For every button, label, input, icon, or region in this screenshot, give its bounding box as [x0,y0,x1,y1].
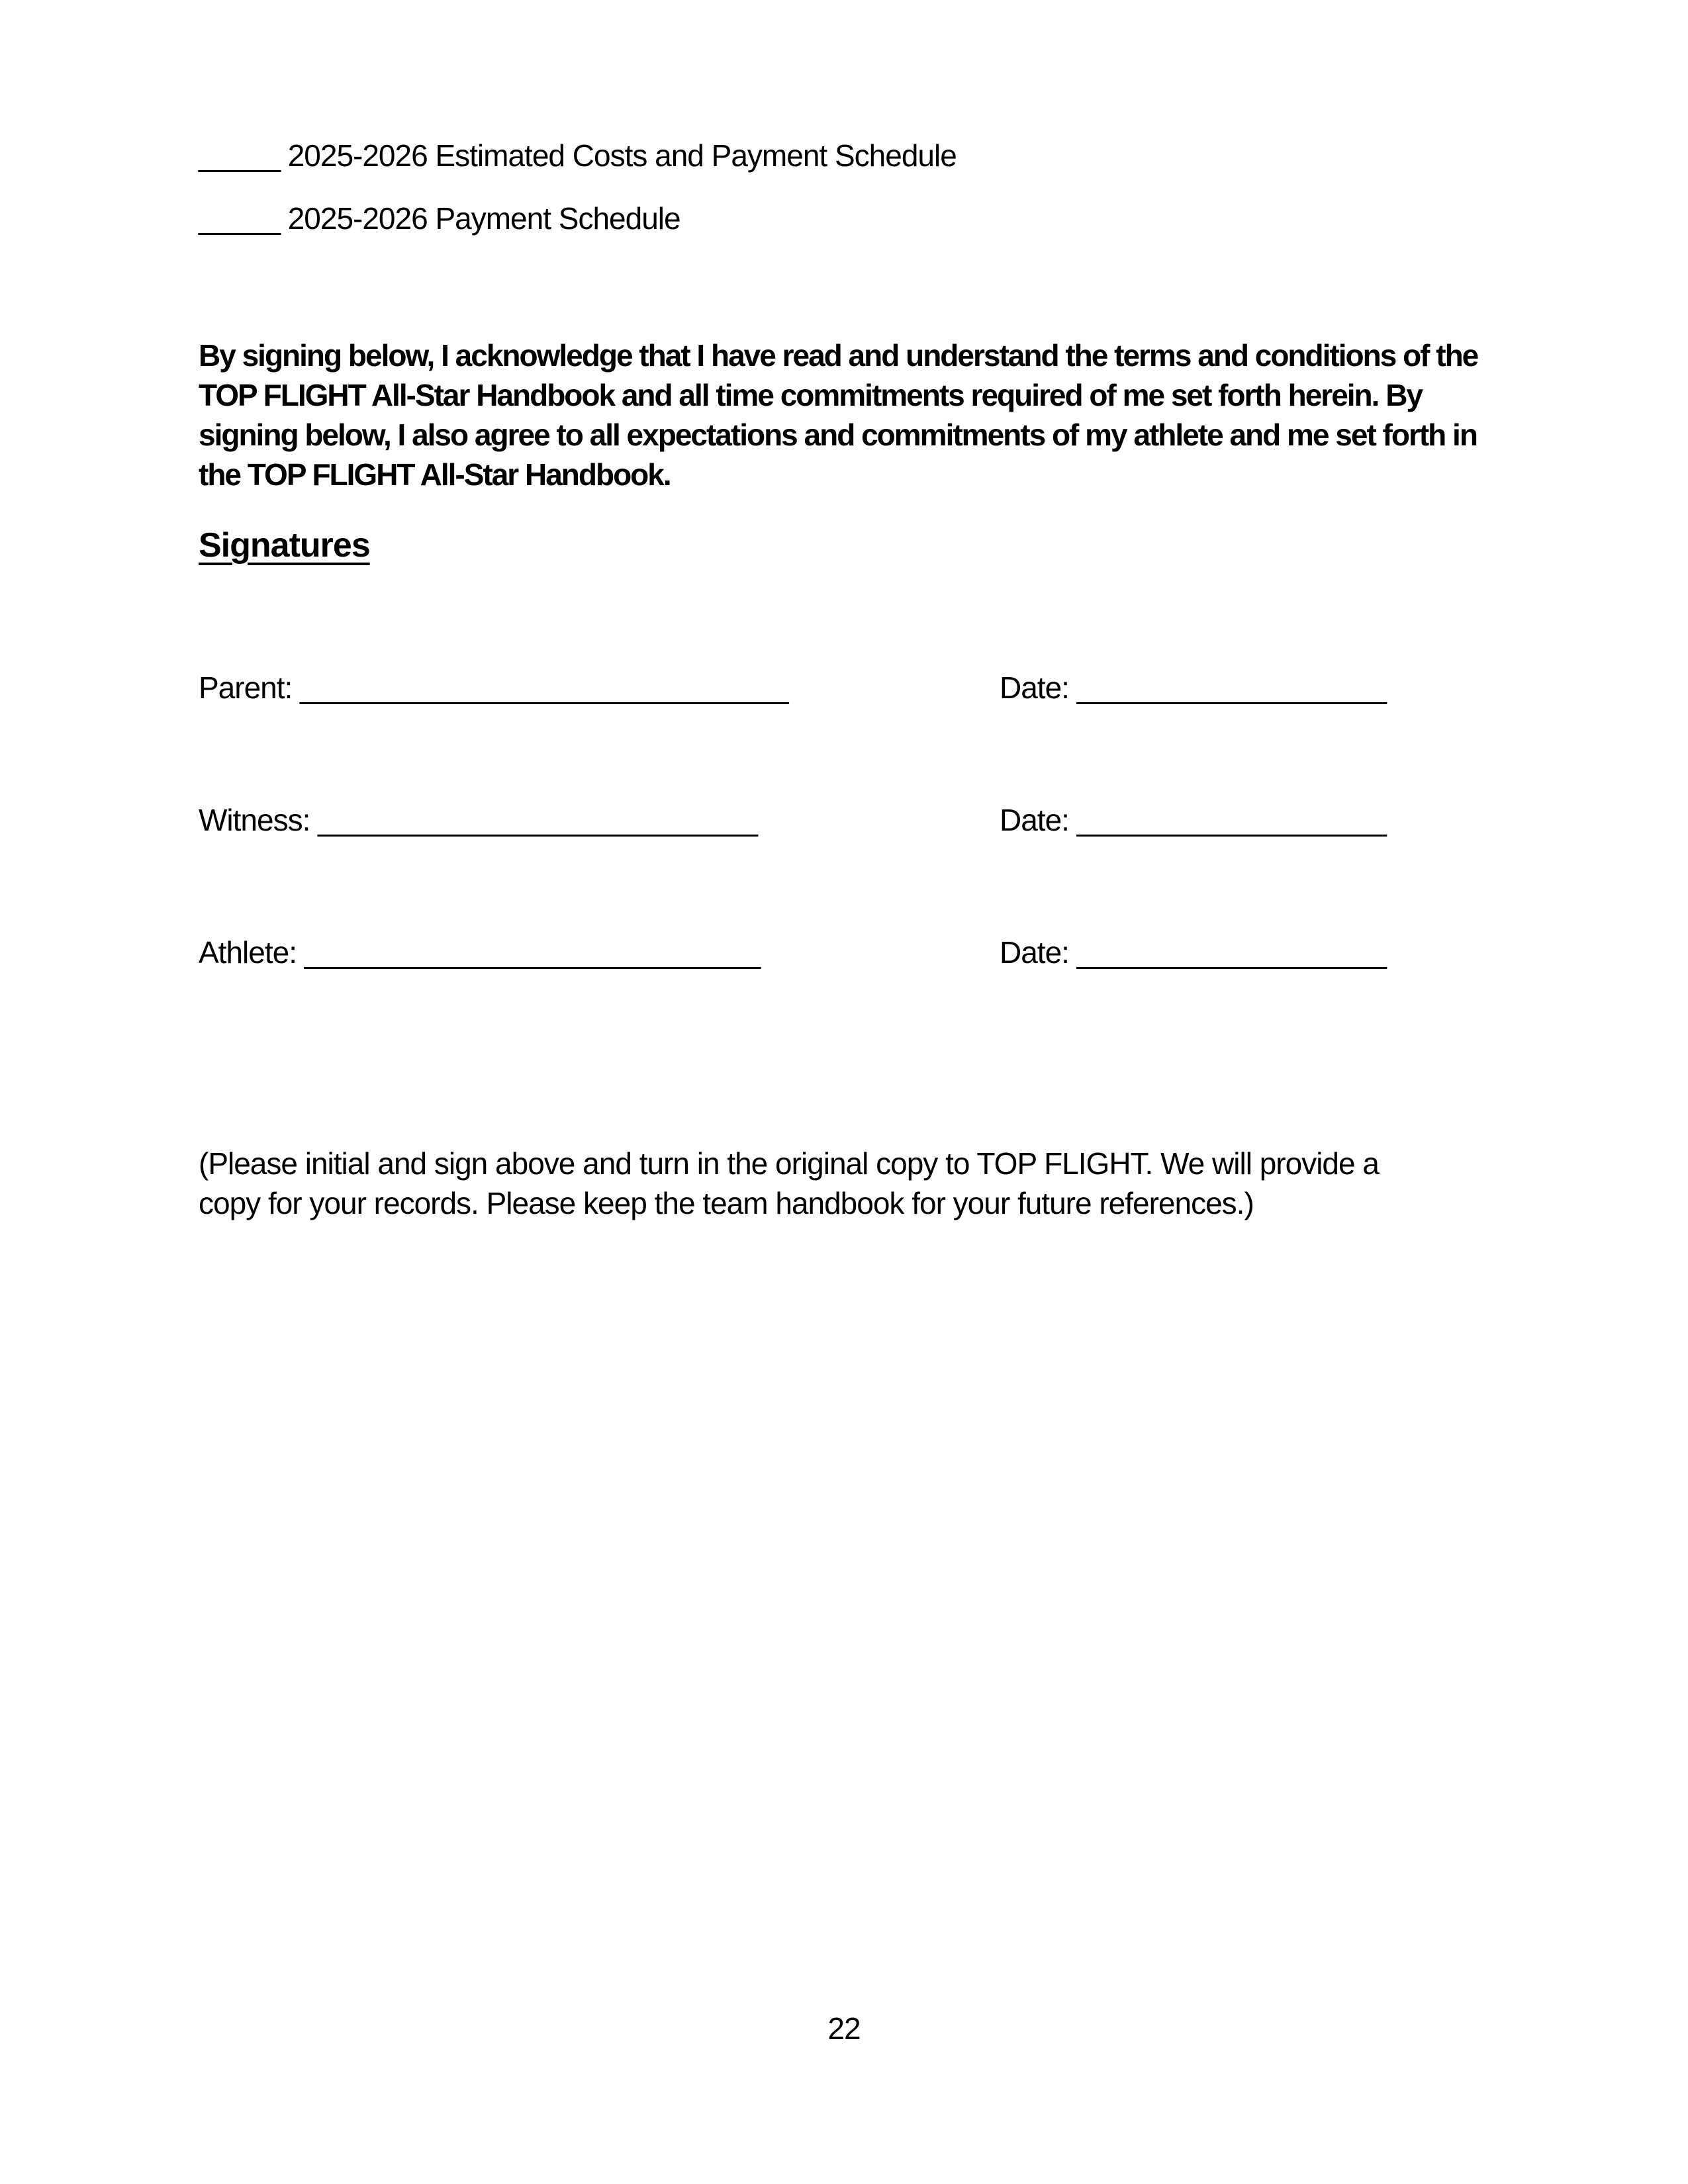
athlete-label: Athlete: [199,935,305,970]
date-label: Date: [1000,670,1077,705]
witness-date-line: ___________________ [1076,803,1386,837]
initial-blank: _____ [199,201,280,236]
spacer [280,138,288,173]
note-paragraph: (Please initial and sign above and turn in the original copy to TOP FLIGHT. We will provide a copy for your records. Please keep the team handbook for your future references.) [199,1146,1379,1220]
acknowledgement-paragraph: By signing below, I acknowledge that I have read and understand the terms and conditions of the TOP FLIGHT All-Star Handbook and all time commitments required of me set forth herein. By signing below, I also agree to all expectations and commitments of my athlete and me set forth in the TOP FLIGHT All-Star Handbook. [199,338,1478,492]
signature-row-witness [199,800,1489,840]
witness-signature-line: ___________________________ [318,803,757,837]
athlete-date-line: ___________________ [1076,935,1386,970]
witness-signature-field [199,800,1000,840]
checklist-label: 2025-2026 Payment Schedule [287,201,680,236]
parent-label: Parent: [199,670,301,705]
signatures-heading-wrap [199,494,1489,569]
parent-signature-line: ______________________________ [300,670,788,705]
witness-label: Witness: [199,803,318,837]
initial-blank: _____ [199,138,280,173]
athlete-signature-field [199,933,1000,972]
signature-row-parent [199,668,1489,707]
witness-date-field [1000,800,1386,840]
parent-date-line: ___________________ [1076,670,1386,705]
athlete-date-field [1000,933,1386,972]
athlete-signature-line: ____________________________ [304,935,761,970]
date-label: Date: [1000,935,1077,970]
parent-date-field [1000,668,1386,707]
signatures-heading: Signatures [199,526,370,565]
page-number: 22 [827,2011,861,2046]
checklist-item-payment-schedule [199,199,1489,238]
checklist-item-estimated-costs [199,136,1489,175]
checklist-label: 2025-2026 Estimated Costs and Payment Schedule [287,138,957,173]
parent-signature-field [199,668,1000,707]
date-label: Date: [1000,803,1077,837]
spacer [280,201,288,236]
signature-row-athlete [199,933,1489,972]
